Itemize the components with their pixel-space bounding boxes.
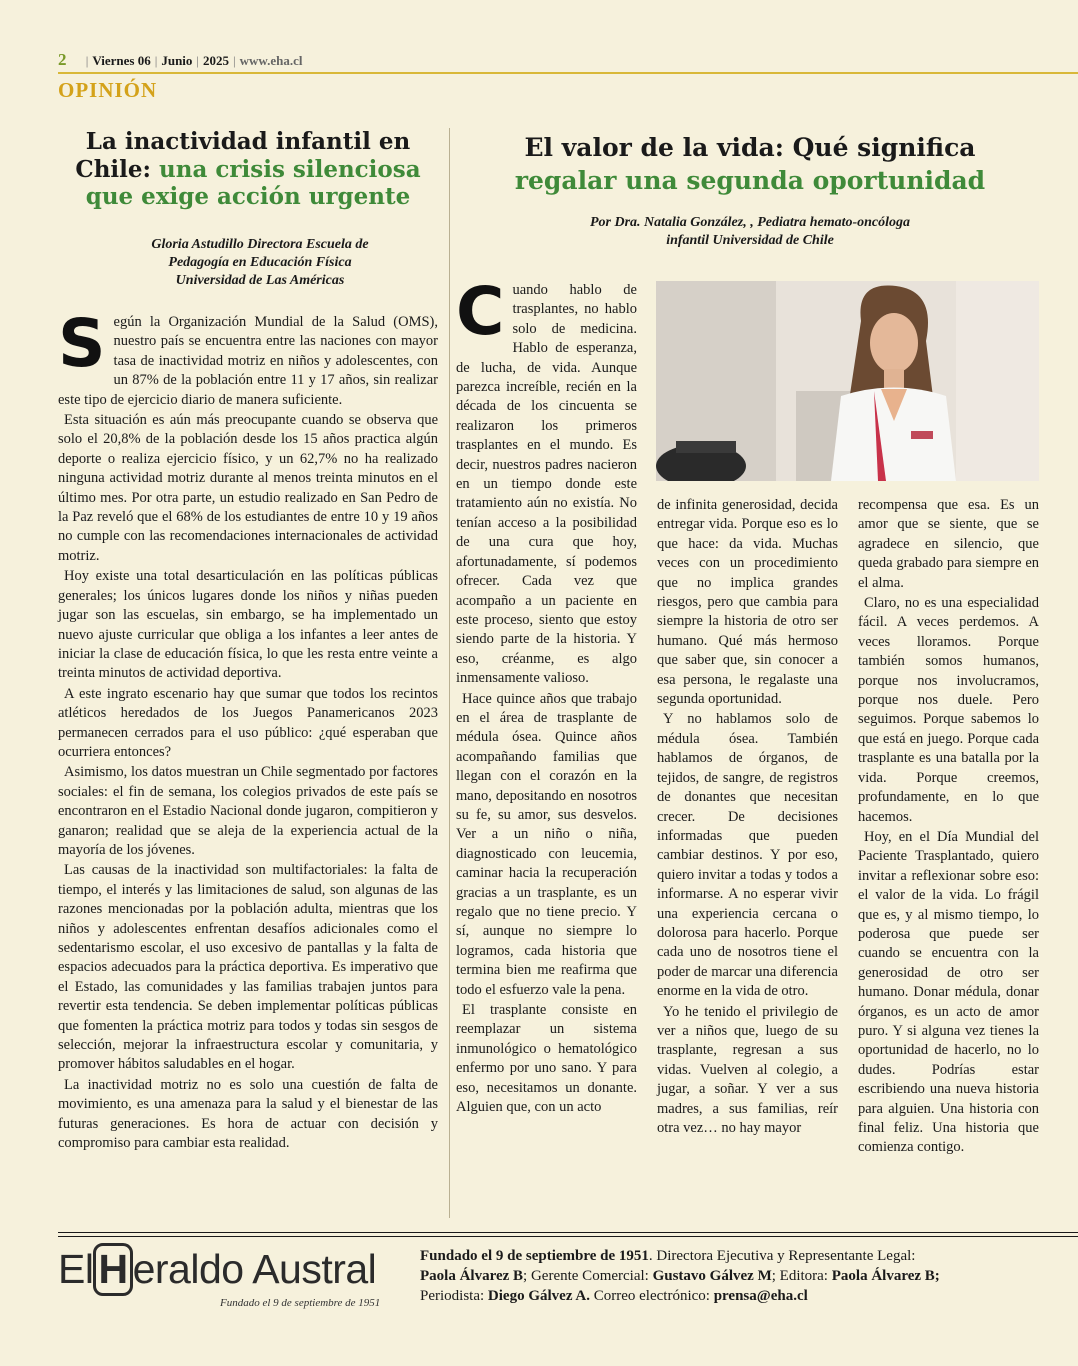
doctor-photo (656, 281, 1039, 481)
page-number: 2 (58, 50, 67, 69)
logo-h-mark: H (93, 1243, 132, 1296)
right-title-black: El valor de la vida: Qué significa (524, 133, 976, 162)
logo-tagline: Fundado el 9 de septiembre de 1951 (220, 1297, 381, 1309)
left-article-title (62, 128, 434, 211)
left-title-green: una crisis silenciosa que exige acción urgente (85, 155, 421, 211)
right-title-green: regalar una segunda oportunidad (514, 165, 986, 195)
contact-email[interactable]: prensa@eha.cl (713, 1288, 808, 1304)
right-article-column-3: recompensa que esa. Es un amor que se siente, que se agradece en silencio, que queda grabado para siempre en el alma. Claro, no es una especialidad fácil. A veces perdemos. A veces lloramos. Porque también somos humanos, porque nos involucramos, porque nos duele. Pero seguimos. Porque sabemos lo que está en juego. Porque cada trasplante es una batalla por la vida. Porque creemos, profundamente, en lo que hacemos. Hoy, en el Día Mundial del Paciente Trasplantado, quiero invitar a reflexionar sobre eso: el valor de la vida. Lo frágil que es, y al mismo tiempo, lo poderosa que puede ser cuando se encuentra con la generosidad de otro ser humano. Donar médula, donar órganos, es un acto de amor puro. Y si alguna vez tienes la oportunidad de hacerlo, no lo dudes. Podrías estar escribiendo una nueva historia para alguien. Una historia con final feliz. Una historia que comienza contigo. (858, 497, 1039, 1156)
header-website[interactable]: www.eha.cl (239, 53, 303, 68)
right-article-author: Por Dra. Natalia González, , Pediatra hemato-oncóloga infantil Universidad de Chile (589, 215, 911, 249)
doctor-portrait-illustration (656, 281, 1039, 481)
left-article-author: Gloria Astudillo Directora Escuela de Pedagogía en Educación Física Universidad de Las Américas (151, 237, 369, 289)
footer-rule-top (58, 1232, 1078, 1233)
masthead-credits: Fundado el 9 de septiembre de 1951. Directora Ejecutiva y Representante Legal: Paola Álvarez B; Gerente Comercial: Gustavo Gálvez M; Editora: Paola Álvarez B; Periodista: Diego Gálvez A. Correo electrónico: prensa@eha.cl (420, 1248, 940, 1304)
footer-rule-top-2 (58, 1236, 1078, 1237)
right-article-column-1: Cuando hablo de trasplantes, no hablo solo de medicina. Hablo de esperanza, de lucha, de vida. Aunque parezca increíble, recién en la década de los cincuenta se realizaron los primeros trasplantes en el mundo. Es decir, nuestros padres nacieron en un tiempo donde este tratamiento aún no existía. No tenían acceso a la posibilidad de una cura que hoy, afortunadamente, sí podemos ofrecer. Cada vez que acompaño a un paciente en este proceso, siento que estoy siendo parte de la historia. Y eso, créanme, es algo inmensamente valioso. Hace quince años que trabajo en el área de trasplante de médula ósea. Quince años acompañando familias que llegan con el corazón en la mano, depositando en nosotros su fe, su amor, sus desvelos. Ver a un niño o niña, diagnosticado con leucemia, caminar hacia la recuperación gracias a un trasplante, es un regalo que no tiene precio. Y sí, aunque no siempre lo logramos, cada historia que termina bien me reafirma que todo el esfuerzo vale la pena. El trasplante consiste en reemplazar un sistema inmunológico o hematológico enfermo por uno sano. Y para eso, necesitamos un donante. Alguien que, con un acto (456, 273, 637, 1116)
left-dropcap: S (58, 305, 106, 382)
column-divider (449, 128, 450, 1218)
right-article-column-2: de infinita generosidad, decida entregar vida. Porque eso es lo que hace: da vida. Muchas veces con un procedimiento que no implica grandes riesgos, pero que cambia para siempre la historia de otro ser humano. Qué más hermoso que saber que, sin conocer a esa persona, le regalaste una segunda oportunidad. Y no hablamos solo de médula ósea. También hablamos de órganos, de tejidos, de sangre, de registros de donantes que necesitan crecer. De decisiones informadas que pueden cambiar destinos. Y por eso, quiero invitar a todas y todos a informarse. A no esperar vivir una experiencia cercana o dolorosa para hacerlo. Porque cada uno de nosotros tiene el poder de marcar una diferencia enorme en la vida de otro. Yo he tenido el privilegio de ver a niños que, luego de su trasplante, regresan a sus vidas. Vuelven al colegio, a jugar, a soñar. Y ver a sus madres, a sus familias, reír otra vez… no hay mayor (657, 497, 838, 1136)
left-article-body: Según la Organización Mundial de la Salud (OMS), nuestro país se encuentra entre las naciones con mayor tasa de inactividad motriz en niños y adolescentes, con un 87% de la población entre 11 y 17 años, sin realizar este tipo de ejercicio diario de manera suficiente. Esta situación es aún más preocupante cuando se observa que solo el 20,8% de la población desde los 15 años practica algún deporte o realiza ejercicio físico, y un 62,7% no ha realizado ninguna actividad motriz durante al menos treinta minutos en el último mes. Por otra parte, un estudio realizado en San Pedro de la Paz reveló que el 68% de los estudiantes de entre 10 y 19 años no cumple con las recomendaciones internacionales de actividad motriz. Hoy existe una total desarticulación en las políticas públicas generales; los únicos lugares donde los niños y niñas pueden jugar son las escuelas, sin embargo, se ha implementado un nuevo ajuste curricular que obliga a los infantes a leer antes de iniciar la clase de educación física, lo que les resta entre veinte a treinta minutos de actividad deportiva. A este ingrato escenario hay que sumar que todos los recintos atléticos heredados de los Juegos Panamericanos 2023 permanecen cerrados para el uso público: ¿qué esperaban que ocurriera entonces? Asimismo, los datos muestran un Chile segmentado por factores sociales: el fin de semana, los colegios privados de este país se encontraron en el Estadio Nacional donde jugaron, compitieron y ganaron; realidad que se aleja de la experiencia actual de la mayoría de los jóvenes. Las causas de la inactividad son multifactoriales: la falta de tiempo, el interés y las limitaciones de salud, son algunas de las razones mencionadas por la población adulta, mientras que los niños y adolescentes enfrentan desafíos adicionales como el sedentarismo escolar, el uso excesivo de pantallas y la falta de espacios adecuados para la práctica deportiva. Es imperativo que el Estado, las comunidades y las familias trabajen juntos para revertir esta tendencia. Se deben implementar políticas públicas que fomenten la práctica motriz para todos y todas sin sesgos de selección, mejorar la infraestructura escolar y comunitaria, y promover hábitos saludables en el hogar. La inactividad motriz no es solo una cuestión de falta de movimiento, es una amenaza para la salud y el bienestar de las futuras generaciones. Es hora de actuar con decisión y compromiso para cambiar esta realidad. (58, 305, 438, 1152)
right-dropcap: C (456, 273, 505, 350)
page-header: 2 | Viernes 06 | Junio | 2025 | www.eha.cl (58, 50, 303, 69)
right-article-title (460, 132, 1040, 197)
el-heraldo-austral-logo: El H eraldo Austral (58, 1243, 376, 1296)
header-month: Junio (161, 53, 193, 68)
left-title-black: La inactividad infantil en Chile: (75, 128, 411, 183)
header-day: Viernes 06 (92, 53, 151, 68)
header-rule (58, 72, 1078, 74)
section-title: OPINIÓN (58, 78, 158, 102)
header-year: 2025 (203, 53, 230, 68)
